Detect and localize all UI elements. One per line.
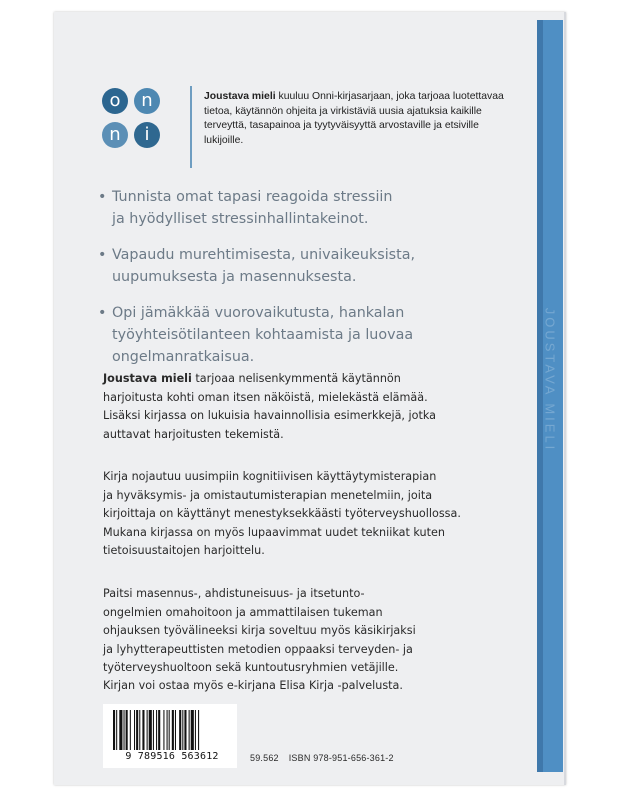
ebook-note: Kirjan voi ostaa myös e-kirjana Elisa Kirja -palvelusta. xyxy=(103,679,403,692)
logo-letter-i: i xyxy=(134,122,160,148)
barcode-bar xyxy=(139,710,140,750)
bullet-icon: • xyxy=(98,247,107,263)
book-spine xyxy=(537,20,563,772)
feature-bullet-text: Vapaudu murehtimisesta, univaikeuksista, uupumuksesta ja masennuksesta. xyxy=(112,247,416,285)
logo-divider xyxy=(190,86,192,168)
series-intro xyxy=(204,90,504,148)
barcode-bar xyxy=(163,710,164,750)
isbn-code: ISBN 978-951-656-361-2 xyxy=(288,753,394,763)
barcode-bar xyxy=(142,710,144,750)
barcode-bar xyxy=(158,710,160,750)
logo-letter-n: n xyxy=(134,88,160,114)
barcode-bar xyxy=(167,710,168,750)
feature-bullet xyxy=(98,302,458,368)
description-title: Joustava mieli xyxy=(103,372,192,385)
description-paragraph-3: Paitsi masennus-, ahdistuneisuus- ja itsetunto- ongelmien omahoitoon ja ammattilaisen tukeman ohjauksen työvälineeksi kirja soveltuu myös käsikirjaksi ja lyhytterapeuttisten metodien oppaaksi terveyden- ja työterveyshuoltoon sekä kuntoutusryhmien vetäjille. xyxy=(103,587,416,675)
feature-bullet-text: Tunnista omat tapasi reagoida stressiin ja hyödylliset stressinhallintakeinot. xyxy=(112,189,393,227)
barcode-bar xyxy=(153,710,154,750)
bullet-icon: • xyxy=(98,189,107,205)
barcode-bar xyxy=(149,710,152,750)
barcode-number: 9 789516 563612 xyxy=(125,751,219,762)
barcode-bar xyxy=(136,710,138,750)
cover-edge xyxy=(564,12,566,785)
bullet-icon: • xyxy=(98,305,107,321)
book-codes xyxy=(250,753,404,763)
book-back-cover xyxy=(54,12,566,785)
series-intro-text: kuuluu Onni-kirjasarjaan, joka tarjoaa luotettavaa tietoa, käytännön ohjeita ja virkistäviä uusia ajatuksia kaikille terveyttä, tasapainoa ja tyytyväisyyttä arvostaville ja etsiville lukijoille. xyxy=(204,91,504,146)
barcode-bar xyxy=(191,710,194,750)
barcode-bar xyxy=(113,710,115,750)
classification-code: 59.562 xyxy=(250,753,279,763)
barcode-bar xyxy=(182,710,183,750)
barcode-bar xyxy=(184,710,186,750)
barcode-bar xyxy=(119,710,122,750)
barcode xyxy=(103,704,237,768)
barcode-bar xyxy=(175,710,176,750)
series-intro-title: Joustava mieli xyxy=(204,91,276,102)
spine-title: JOUSTAVA MIELI xyxy=(542,307,558,453)
barcode-bar xyxy=(147,710,148,750)
barcode-bars xyxy=(113,710,229,750)
description-paragraph-1 xyxy=(103,370,483,444)
barcode-bar xyxy=(126,710,128,750)
barcode-bar xyxy=(134,710,135,750)
barcode-bar xyxy=(198,710,199,750)
description-paragraph-2: Kirja nojautuu uusimpiin kognitiivisen käyttäytymisterapian ja hyväksymis- ja omistautumisterapian menetelmiin, joita kirjoittaja on käyttänyt menestyksekkäästi työterveyshuollossa. Mukana kirjassa on myös lupaavimmat uudet tekniikat kuten tietoisuustaitojen harjoittelu. xyxy=(103,470,461,558)
feature-bullet xyxy=(98,186,458,230)
feature-bullet-list xyxy=(98,186,458,382)
barcode-bar xyxy=(172,710,174,750)
barcode-bar xyxy=(130,710,131,750)
barcode-bar xyxy=(195,710,196,750)
barcode-bar xyxy=(116,710,117,750)
barcode-bar xyxy=(189,710,190,750)
barcode-bar xyxy=(169,710,170,750)
feature-bullet xyxy=(98,244,458,288)
logo-letter-o: o xyxy=(102,88,128,114)
barcode-bar xyxy=(156,710,157,750)
barcode-bar xyxy=(179,710,181,750)
logo-letter-n-second: n xyxy=(102,122,128,148)
description-text: tarjoaa nelisenkymmentä käytännön harjoitusta kohti oman itsen näköistä, mielekästä elämää. Lisäksi kirjassa on lukuisia havainnollisia esimerkkejä, jotka auttavat harjoitusten tekemistä. xyxy=(103,372,437,441)
feature-bullet-text: Opi jämäkkää vuorovaikutusta, hankalan työyhteisötilanteen kohtaamista ja luovaa ongelmanratkaisua. xyxy=(112,305,414,365)
onni-logo xyxy=(102,88,162,154)
barcode-bar xyxy=(124,710,125,750)
